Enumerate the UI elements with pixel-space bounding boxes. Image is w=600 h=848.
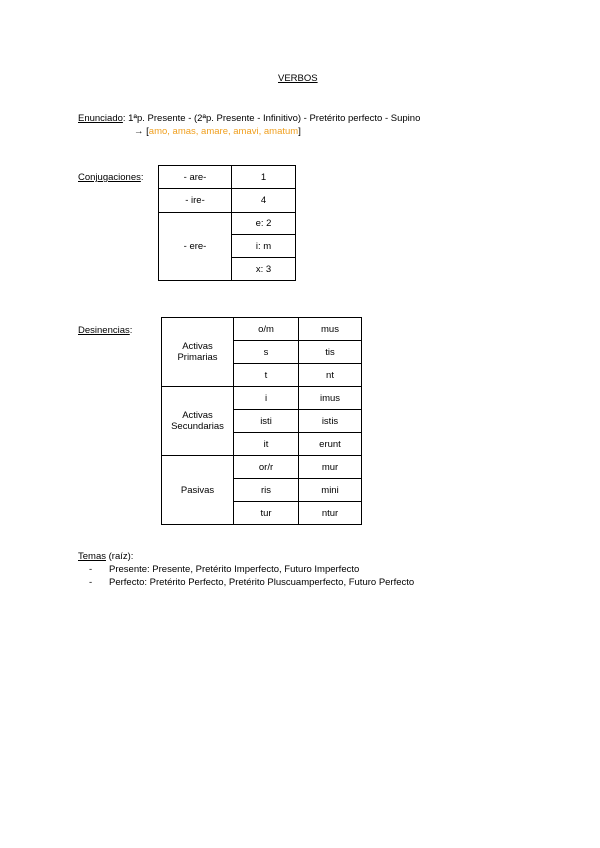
group-name-line: Activas	[182, 410, 213, 421]
table-cell: mus	[299, 318, 362, 341]
table-cell: tis	[299, 341, 362, 364]
list-item-text: Presente: Presente, Pretérito Imperfecto, Futuro Imperfecto	[109, 564, 360, 575]
conjugaciones-suffix: :	[140, 172, 144, 183]
group-name-cell	[162, 456, 234, 525]
enunciado-line	[78, 113, 420, 124]
table-cell: e: 2	[232, 213, 296, 235]
arrow-icon: →	[134, 126, 144, 137]
group-name-line: Primarias	[177, 352, 218, 363]
table-cell: - ire-	[159, 189, 232, 213]
page-title: VERBOS	[278, 73, 318, 84]
table-cell: ris	[234, 479, 299, 502]
table-cell: mini	[299, 479, 362, 502]
bullet-dash-icon: -	[89, 564, 93, 575]
enunciado-text: : 1ªp. Presente - (2ªp. Presente - Infinitivo) - Pretérito perfecto - Supino	[122, 113, 421, 124]
group-name-line: Pasivas	[180, 484, 215, 496]
temas-label: Temas	[78, 551, 106, 562]
table-cell: istis	[299, 410, 362, 433]
desinencias-label: Desinencias	[78, 325, 130, 336]
desinencias-table	[161, 317, 362, 525]
group-name-cell	[162, 387, 234, 456]
desinencias-suffix: :	[129, 325, 133, 336]
table-cell: - are-	[159, 166, 232, 189]
group-name-line: Activas	[182, 341, 213, 352]
group-name-line: Secundarias	[171, 421, 224, 432]
desinencias-heading	[78, 325, 132, 336]
table-cell: - ere-	[159, 213, 232, 281]
example-bracket-open: [	[146, 126, 149, 137]
table-cell: 1	[232, 166, 296, 189]
table-cell: isti	[234, 410, 299, 433]
table-cell: x: 3	[232, 258, 296, 281]
list-item	[89, 564, 92, 575]
table-cell: it	[234, 433, 299, 456]
table-cell: ntur	[299, 502, 362, 525]
temas-heading	[78, 551, 133, 562]
table-cell: mur	[299, 456, 362, 479]
enunciado-example-line	[134, 126, 301, 137]
table-cell: 4	[232, 189, 296, 213]
example-bracket-close: ]	[298, 126, 301, 137]
table-cell: or/r	[234, 456, 299, 479]
list-item-text: Perfecto: Pretérito Perfecto, Pretérito Pluscuamperfecto, Futuro Perfecto	[109, 577, 415, 588]
bullet-dash-icon: -	[89, 577, 93, 588]
conjugaciones-heading	[78, 172, 144, 183]
enunciado-example: amo, amas, amare, amavi, amatum	[148, 126, 299, 137]
group-name-cell	[162, 318, 234, 387]
conjugaciones-table	[158, 165, 296, 281]
table-cell: t	[234, 364, 299, 387]
table-cell: o/m	[234, 318, 299, 341]
temas-suffix: (raíz):	[105, 551, 134, 562]
list-item	[89, 577, 92, 588]
table-cell: nt	[299, 364, 362, 387]
table-cell: s	[234, 341, 299, 364]
table-cell: erunt	[299, 433, 362, 456]
table-cell: imus	[299, 387, 362, 410]
table-cell: i: m	[232, 235, 296, 258]
table-cell: tur	[234, 502, 299, 525]
enunciado-label: Enunciado	[78, 113, 123, 124]
conjugaciones-label: Conjugaciones	[78, 172, 141, 183]
table-cell: i	[234, 387, 299, 410]
